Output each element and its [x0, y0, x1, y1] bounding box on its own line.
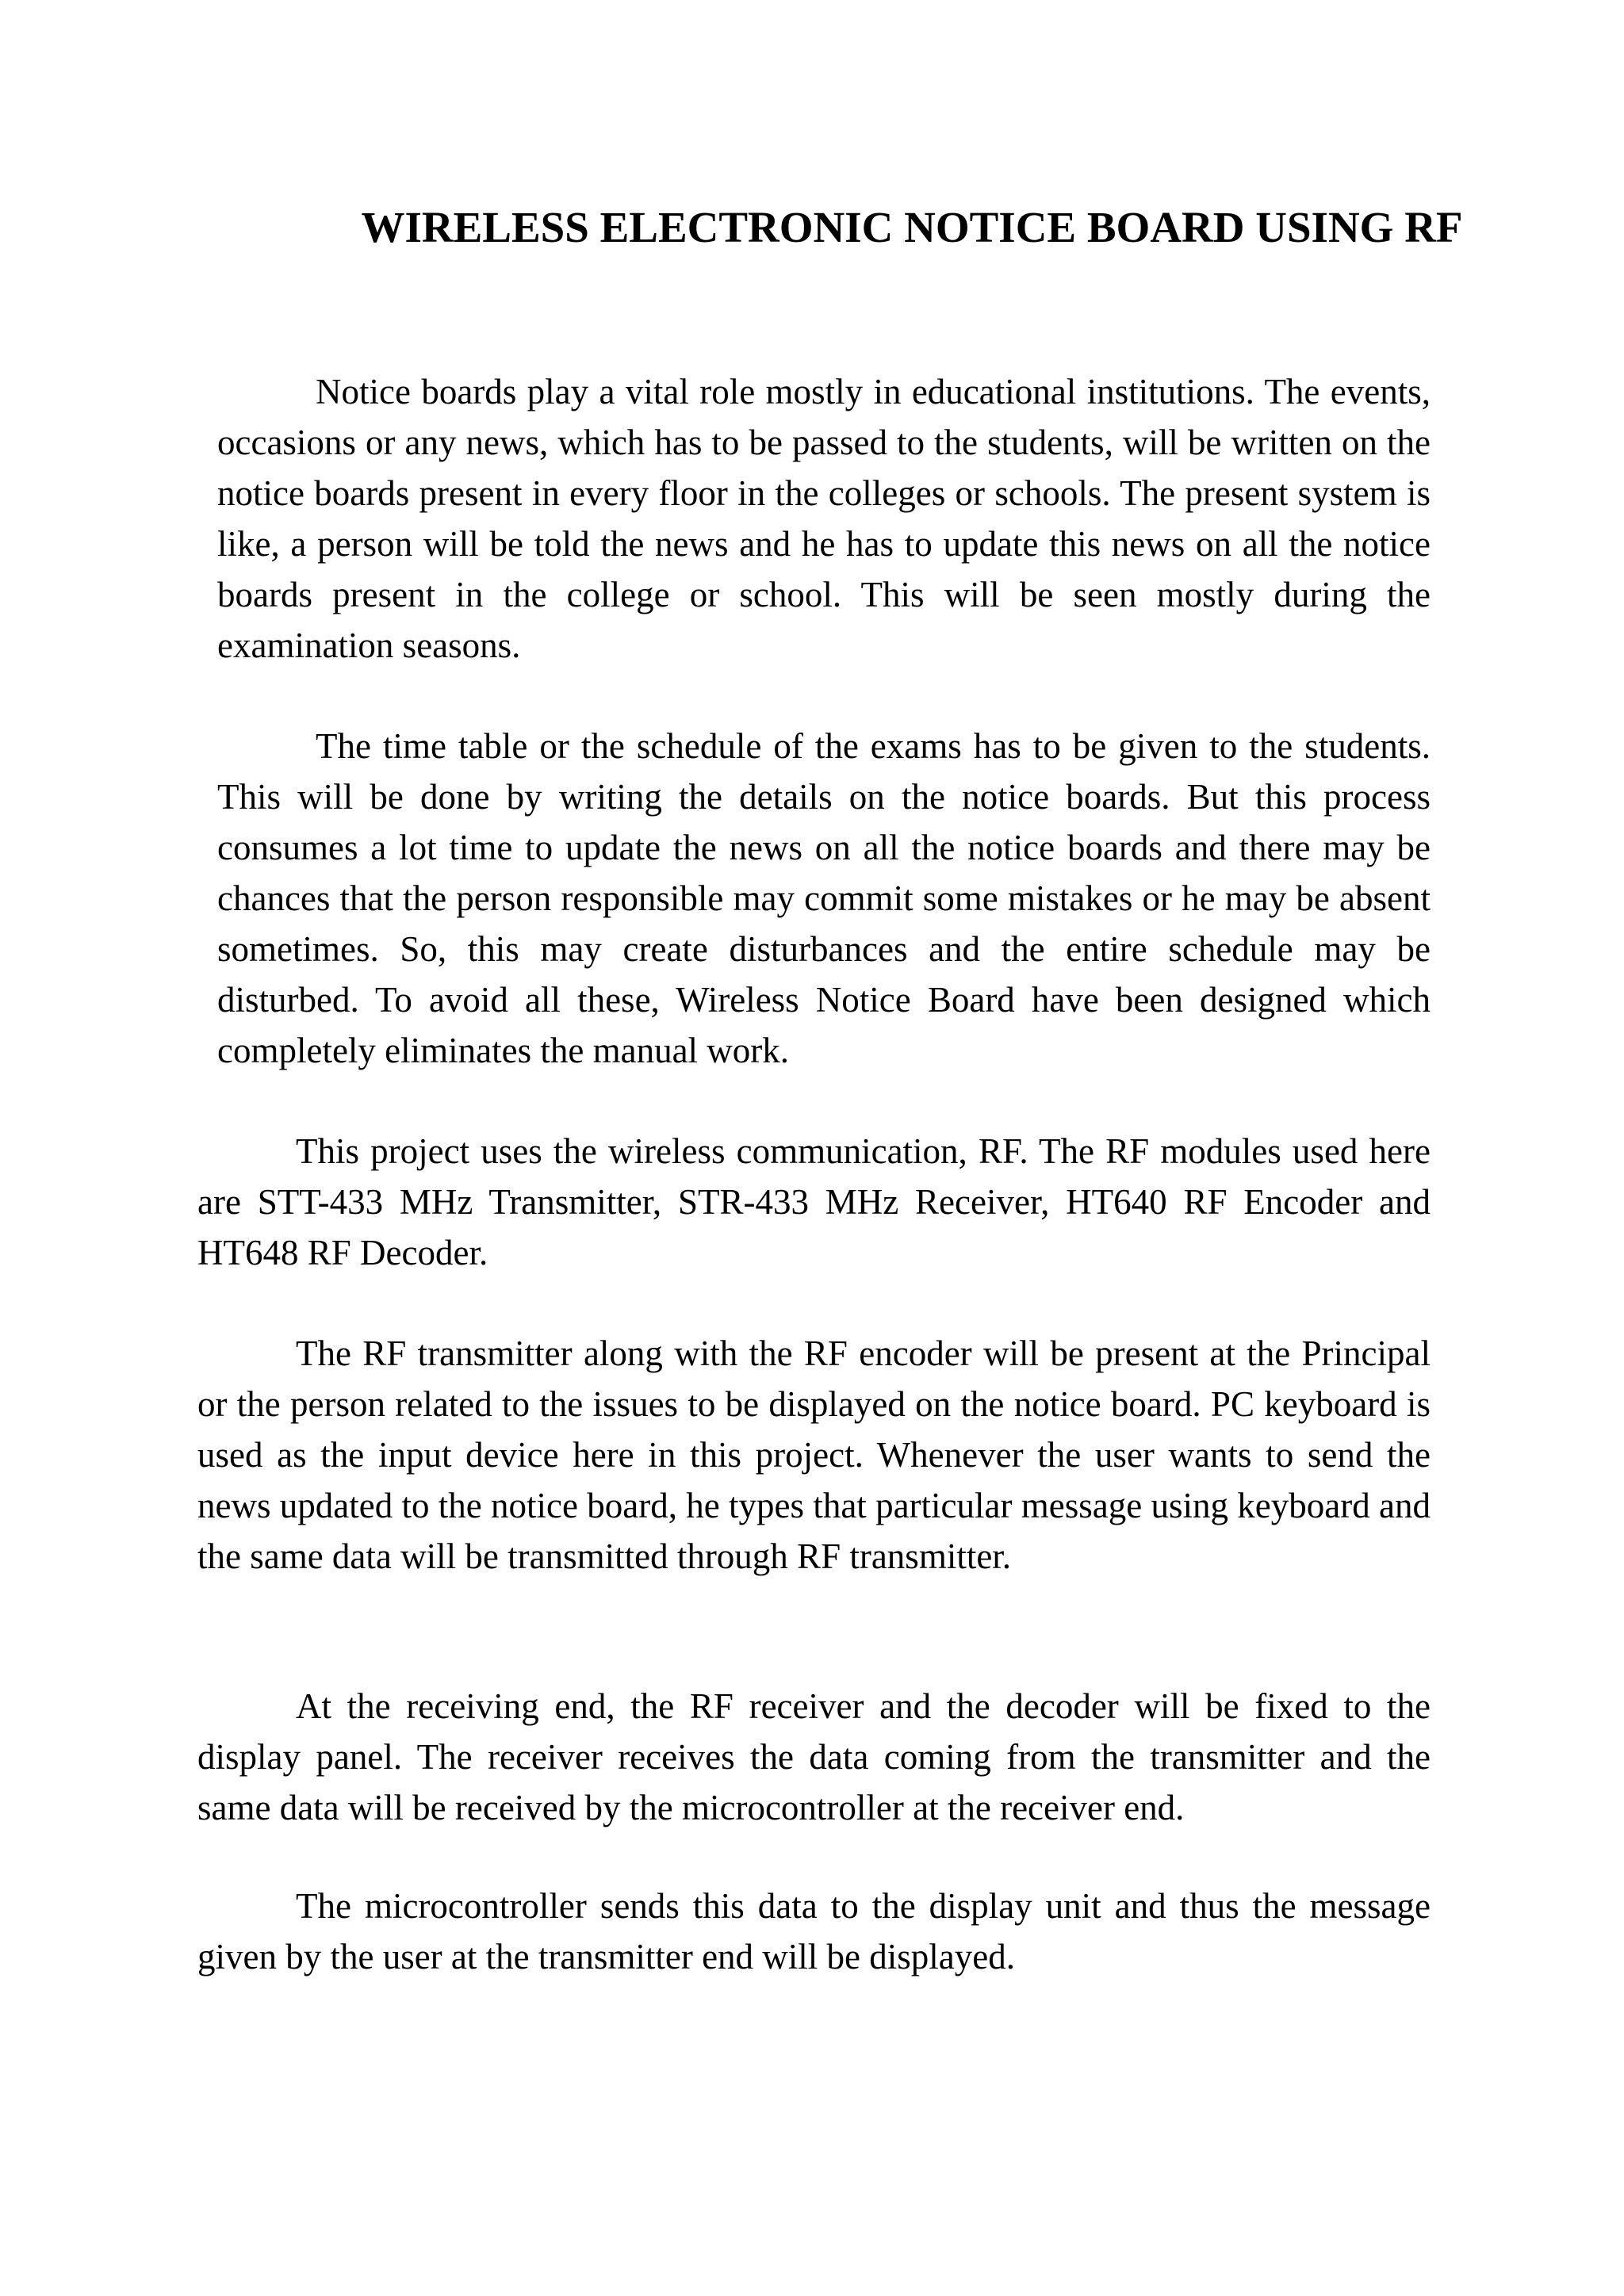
paragraph-rf-modules: This project uses the wireless communication, RF. The RF modules used here are STT-433 MHz Transmitter, STR-433 MHz Receiver, HT640 RF Encoder and HT648 RF Decoder.: [197, 1131, 1431, 1272]
document-title: WIRELESS ELECTRONIC NOTICE BOARD USING RF: [361, 203, 1463, 251]
paragraph-microcontroller-display: The microcontroller sends this data to the display unit and thus the message given by the user at the transmitter end will be displayed.: [197, 1886, 1431, 1976]
paragraph-notice-boards-role: Notice boards play a vital role mostly in educational institutions. The events, occasions or any news, which has to be passed to the students, will be written on the notice boards present in every floor in the colleges or schools. The present system is like, a person will be told the news and he has to update this news on all the notice boards present in the college or school. This will be seen mostly during the examination seasons.: [217, 372, 1431, 665]
paragraph-exam-schedule: The time table or the schedule of the exams has to be given to the students. This will be done by writing the details on the notice boards. But this process consumes a lot time to update the news on all the notice boards and there may be chances that the person responsible may commit some mistakes or he may be absent sometimes. So, this may create disturbances and the entire schedule may be disturbed. To avoid all these, Wireless Notice Board have been designed which completely eliminates the manual work.: [217, 726, 1431, 1070]
paragraph-receiving-end: At the receiving end, the RF receiver and the decoder will be fixed to the display panel. The receiver receives the data coming from the transmitter and the same data will be received by the microcontroller at the receiver end.: [197, 1686, 1431, 1827]
paragraph-rf-transmitter: The RF transmitter along with the RF encoder will be present at the Principal or the person related to the issues to be displayed on the notice board. PC keyboard is used as the input device here in this project. Whenever the user wants to send the news updated to the notice board, he types that particular message using keyboard and the same data will be transmitted through RF transmitter.: [197, 1334, 1431, 1576]
